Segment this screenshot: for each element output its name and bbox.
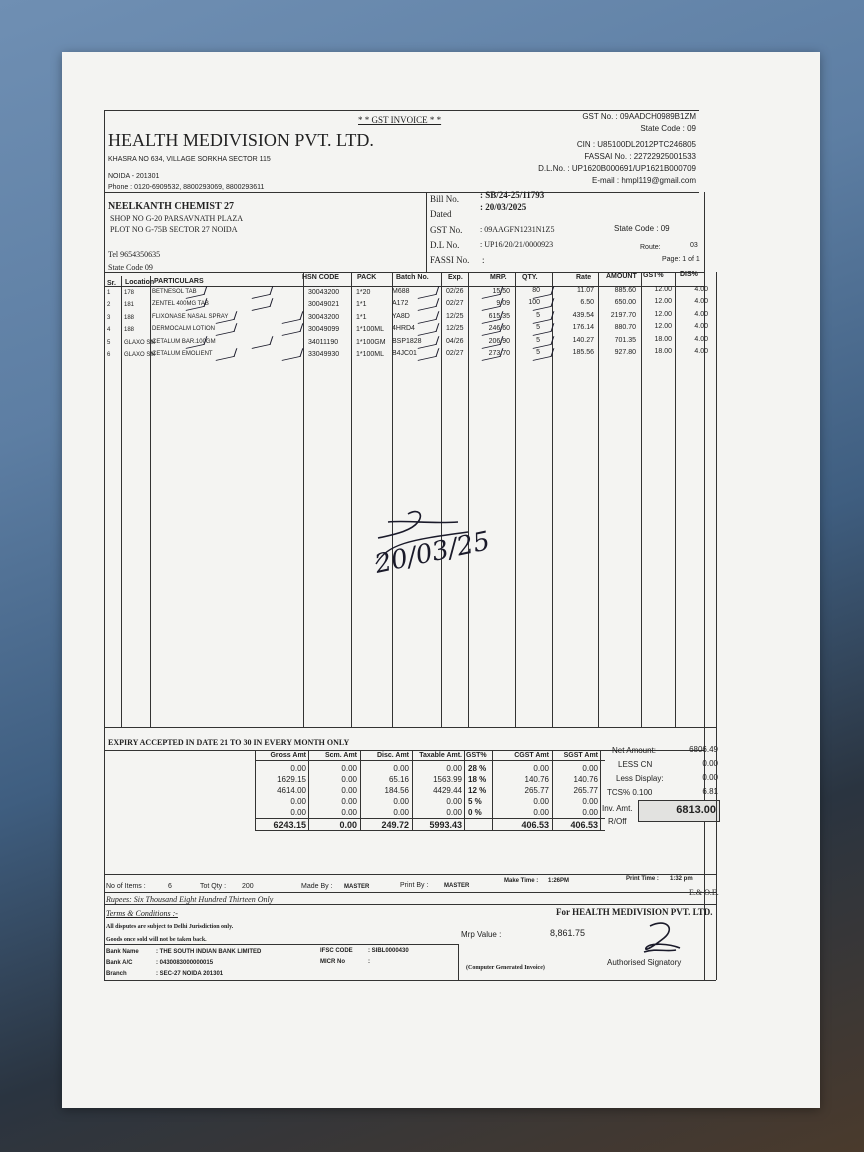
table-cell-mrp: 15.50 <box>492 287 510 295</box>
dl-label: D.L No. <box>430 240 460 250</box>
total-qty-label: Tot Qty : <box>200 883 227 890</box>
expiry-note: EXPIRY ACCEPTED IN DATE 21 TO 30 IN EVERY MONTH ONLY <box>108 738 350 747</box>
tick-mark-icon <box>216 348 238 361</box>
buyer-dl: : UP16/20/21/0000923 <box>480 240 554 249</box>
mrp-value: 8,861.75 <box>550 928 586 938</box>
table-cell-qty: 100 <box>528 299 540 307</box>
buyer-tel: Tel 9654350635 <box>108 250 161 259</box>
terms-line-2: Goods once sold will not be taken back. <box>106 937 207 943</box>
table-cell-particulars: FLIXONASE NASAL SPRAY <box>152 314 229 321</box>
table-cell-gst: 12.00 <box>654 311 672 319</box>
table-cell-gst: 12.00 <box>654 323 672 331</box>
tick-mark-icon <box>282 348 304 361</box>
table-cell-batch: A172 <box>392 300 409 308</box>
made-by-label: Made By : <box>301 883 333 890</box>
table-cell-amount: 927.80 <box>614 348 636 356</box>
tax-header-taxable: Taxable Amt. <box>419 752 462 759</box>
table-cell-location: 181 <box>124 301 135 308</box>
table-cell-exp: 12/25 <box>446 324 464 332</box>
bank-account: : 0430083000000015 <box>156 960 214 966</box>
buyer-name: NEELKANTH CHEMIST 27 <box>108 201 234 212</box>
table-cell-mrp: 206.90 <box>488 337 510 345</box>
route-value: 03 <box>690 242 698 249</box>
table-cell-exp: 04/26 <box>446 337 464 345</box>
col-sep <box>351 272 352 727</box>
buyer-address-2: PLOT NO G-75B SECTOR 27 NOIDA <box>110 225 238 234</box>
table-cell-sr: 3 <box>107 315 111 321</box>
table-bottom-line <box>104 727 716 728</box>
header-dis: DIS% <box>680 271 698 278</box>
print-time-label: Print Time : <box>626 876 659 882</box>
table-cell-sr: 5 <box>107 340 111 346</box>
table-cell-dis: 4.00 <box>694 322 708 330</box>
col-sep <box>515 272 516 727</box>
tax-cell-disc: 0.00 <box>393 797 409 806</box>
buyer-bill-divider <box>426 192 427 272</box>
tax-header-gross: Gross Amt <box>270 752 306 759</box>
terms-title: Terms & Conditions :- <box>106 909 178 918</box>
tax-cell-disc: 65.16 <box>388 775 409 784</box>
table-cell-exp: 02/26 <box>446 287 464 295</box>
invoice-paper <box>62 52 820 1108</box>
mrp-value-label: Mrp Value : <box>461 930 502 939</box>
frame-left <box>104 110 105 980</box>
tax-cell-disc: 0.00 <box>393 808 409 817</box>
tax-cell-scm: 0.00 <box>341 808 357 817</box>
col-sep <box>468 272 469 727</box>
tax-cell-sgst: 140.76 <box>573 775 598 784</box>
table-cell-rate: 140.27 <box>572 336 594 344</box>
bank-line <box>104 944 458 945</box>
tax-cell-sgst: 265.77 <box>573 786 598 795</box>
tax-header-scm: Scm. Amt <box>324 752 357 759</box>
ifsc-code: : SIBL0000430 <box>368 948 409 954</box>
tax-cell-scm: 0.00 <box>341 764 357 773</box>
table-cell-location: 178 <box>124 289 135 296</box>
tax-col-sep <box>600 750 601 830</box>
table-cell-qty: 5 <box>536 349 540 357</box>
handwritten-date: 20/03/25 <box>372 526 493 580</box>
table-cell-gst: 18.00 <box>654 348 672 356</box>
tax-total-cgst: 406.53 <box>521 820 549 830</box>
tcs-amount: 6.81 <box>702 787 718 796</box>
tax-cell-taxable: 0.00 <box>446 808 462 817</box>
tick-mark-icon <box>282 323 304 336</box>
invoice-type-label: * * GST INVOICE * * <box>358 115 442 125</box>
ifsc-label: IFSC CODE <box>320 948 353 954</box>
frame-bottom <box>104 980 716 981</box>
col-sep <box>303 272 304 727</box>
table-cell-location: 188 <box>124 326 135 333</box>
table-cell-pack: 1*100ML <box>356 325 385 333</box>
tax-cell-sgst: 0.00 <box>582 764 598 773</box>
tax-cell-cgst: 0.00 <box>533 764 549 773</box>
tax-header-disc: Disc. Amt <box>376 752 409 759</box>
tax-total-scm: 0.00 <box>339 820 357 830</box>
less-cn-label: LESS CN <box>618 760 653 769</box>
less-display: 0.00 <box>702 773 718 782</box>
table-cell-location: GLAXO SM <box>124 339 156 346</box>
tax-total-gross: 6243.15 <box>273 820 306 830</box>
table-cell-dis: 4.00 <box>694 335 708 343</box>
company-address-2: NOIDA - 201301 <box>108 173 160 180</box>
roff-label: R/Off <box>608 817 627 826</box>
tax-cell-gross: 0.00 <box>290 808 306 817</box>
header-qty: QTY. <box>522 274 538 281</box>
header-hsn: HSN CODE <box>302 274 339 281</box>
bank-name: : THE SOUTH INDIAN BANK LIMITED <box>156 949 262 955</box>
tax-cell-disc: 0.00 <box>393 764 409 773</box>
tax-cell-gst: 0 % <box>468 808 482 817</box>
tax-cell-scm: 0.00 <box>341 775 357 784</box>
micr-label: MICR No <box>320 959 345 965</box>
table-cell-gst: 12.00 <box>654 298 672 306</box>
table-cell-batch: BSP1828 <box>392 338 422 346</box>
make-time: 1:26PM <box>548 878 570 884</box>
amount-in-words: Rupees: Six Thousand Eight Hundred Thirteen Only <box>106 895 274 904</box>
company-cin: CIN : U85100DL2012PTC246805 <box>576 140 696 149</box>
table-cell-mrp: 9.09 <box>496 299 510 307</box>
col-sep <box>716 272 717 727</box>
tax-cell-gross: 1629.15 <box>277 775 306 784</box>
header-batch: Batch No. <box>396 274 429 281</box>
tax-cell-cgst: 0.00 <box>533 808 549 817</box>
table-cell-qty: 5 <box>536 337 540 345</box>
company-dl: D.L.No. : UP1620B000691/UP1621B000709 <box>538 164 696 173</box>
bank-sep <box>458 944 459 980</box>
bank-account-label: Bank A/C <box>106 960 133 966</box>
table-cell-rate: 11.07 <box>577 286 594 294</box>
tax-header-gst: GST% <box>466 752 487 759</box>
tax-cell-sgst: 0.00 <box>582 797 598 806</box>
footer-line <box>104 904 716 905</box>
table-cell-pack: 1*1 <box>356 313 367 321</box>
for-company: For HEALTH MEDIVISION PVT. LTD. <box>556 907 713 917</box>
net-amount-label: Net Amount: <box>612 746 657 755</box>
tax-cell-taxable: 4429.44 <box>433 786 462 795</box>
buyer-gst: : 09AAGFN1231N1Z5 <box>480 225 555 234</box>
tick-mark-icon <box>252 298 274 311</box>
table-cell-sr: 2 <box>107 302 111 308</box>
tcs-label: TCS% 0.100 <box>607 788 653 797</box>
tax-cell-gross: 0.00 <box>290 764 306 773</box>
table-cell-sr: 4 <box>107 327 111 333</box>
table-cell-qty: 5 <box>536 324 540 332</box>
table-cell-hsn: 34011190 <box>308 338 339 346</box>
buyer-address-1: SHOP NO G-20 PARSAVNATH PLAZA <box>110 214 244 223</box>
inv-amount-label: Inv. Amt. <box>602 804 633 813</box>
less-display-label: Less Display: <box>616 774 664 783</box>
tick-mark-icon <box>216 311 238 324</box>
tax-bottom-line <box>255 830 605 831</box>
tax-cell-taxable: 0.00 <box>446 764 462 773</box>
tax-cell-gross: 0.00 <box>290 797 306 806</box>
items-count-label: No of Items : <box>106 883 146 890</box>
tax-cell-scm: 0.00 <box>341 786 357 795</box>
header-divider <box>104 192 699 193</box>
tick-mark-icon <box>186 286 208 299</box>
col-sep <box>441 272 442 727</box>
tax-cell-gst: 18 % <box>468 775 487 784</box>
authorised-signatory: Authorised Signatory <box>607 958 682 967</box>
table-cell-dis: 4.00 <box>694 285 708 293</box>
frame-top <box>104 110 699 111</box>
company-state-code: State Code : 09 <box>640 124 696 133</box>
table-cell-mrp: 273.70 <box>488 349 510 357</box>
buyer-gst-state-code: State Code : 09 <box>614 224 670 233</box>
table-cell-batch: M688 <box>392 288 410 296</box>
make-time-label: Make Time : <box>504 878 539 884</box>
dated-label: Dated <box>430 209 452 219</box>
header-sr: Sr. <box>107 280 116 287</box>
tax-col-sep <box>464 750 465 830</box>
table-cell-hsn: 30043200 <box>308 288 340 296</box>
tax-cell-scm: 0.00 <box>341 797 357 806</box>
tax-header-sgst: SGST Amt <box>563 752 598 759</box>
table-cell-particulars: ZENTEL 400MG TAB <box>152 301 209 308</box>
table-cell-amount: 2197.70 <box>610 311 636 319</box>
tax-cell-gst: 12 % <box>468 786 487 795</box>
bill-no-label: Bill No. <box>430 194 460 204</box>
company-phone: Phone : 0120-6909532, 8800293069, 8800293611 <box>108 184 265 191</box>
header-mrp: MRP. <box>490 274 507 281</box>
header-location: Location <box>125 279 155 286</box>
buyer-gst-label: GST No. <box>430 225 463 235</box>
table-cell-rate: 439.54 <box>572 311 594 319</box>
table-cell-exp: 02/27 <box>446 299 464 307</box>
table-cell-dis: 4.00 <box>694 297 708 305</box>
table-cell-pack: 1*100ML <box>356 350 385 358</box>
terms-line-1: All disputes are subject to Delhi Jurisdiction only. <box>106 924 234 930</box>
table-cell-pack: 1*20 <box>356 288 371 296</box>
table-cell-exp: 12/25 <box>446 312 464 320</box>
table-cell-mrp: 615.35 <box>488 312 510 320</box>
less-cn: 0.00 <box>702 759 718 768</box>
tick-mark-icon <box>252 336 274 349</box>
tax-cell-taxable: 1563.99 <box>433 775 462 784</box>
tick-mark-icon <box>216 323 238 336</box>
table-cell-rate: 176.14 <box>572 323 594 331</box>
footer-top-line <box>104 874 716 875</box>
table-cell-qty: 80 <box>532 287 540 295</box>
table-cell-particulars: DERMOCALM LOTION <box>152 326 216 333</box>
bill-date: : 20/03/2025 <box>480 202 527 212</box>
table-cell-hsn: 30043200 <box>308 313 340 321</box>
fassi-value: : <box>482 255 485 265</box>
table-cell-pack: 1*100GM <box>356 338 386 346</box>
bill-no: : SB/24-25/11793 <box>480 190 545 200</box>
tick-mark-icon <box>186 298 208 311</box>
tax-header-cgst: CGST Amt <box>514 752 549 759</box>
company-email: E-mail : hmpl119@gmail.com <box>591 176 696 185</box>
table-cell-amount: 701.35 <box>614 336 636 344</box>
tax-cell-sgst: 0.00 <box>582 808 598 817</box>
table-cell-gst: 12.00 <box>654 286 672 294</box>
route-label: Route: <box>640 244 661 251</box>
table-cell-amount: 880.70 <box>614 323 636 331</box>
header-particulars: PARTICULARS <box>154 278 204 285</box>
net-amount: 6806.49 <box>689 745 718 754</box>
table-cell-hsn: 33049930 <box>308 350 340 358</box>
print-time: 1:32 pm <box>670 876 693 882</box>
company-name: HEALTH MEDIVISION PVT. LTD. <box>108 130 374 150</box>
tax-total-taxable: 5993.43 <box>429 820 462 830</box>
frame-right-lower <box>716 727 717 980</box>
bank-name-label: Bank Name <box>106 949 139 955</box>
table-cell-hsn: 30049099 <box>308 325 340 333</box>
table-cell-qty: 5 <box>536 312 540 320</box>
items-count: 6 <box>168 883 172 890</box>
table-cell-batch: YA8D <box>392 313 410 321</box>
table-cell-rate: 6.50 <box>580 298 594 306</box>
tax-cell-cgst: 265.77 <box>524 786 549 795</box>
micr-no: : <box>368 959 370 965</box>
table-cell-particulars: CETALUM EMOLIENT <box>152 351 213 358</box>
tax-cell-taxable: 0.00 <box>446 797 462 806</box>
table-cell-batch: 4HRD4 <box>392 325 415 333</box>
tick-mark-icon <box>186 336 208 349</box>
signature <box>636 918 686 958</box>
print-by: MASTER <box>444 883 470 889</box>
table-cell-amount: 885.60 <box>614 286 636 294</box>
buyer-state-code: State Code 09 <box>108 263 153 272</box>
tax-total-sgst: 406.53 <box>570 820 598 830</box>
tick-mark-icon <box>252 286 274 299</box>
table-cell-hsn: 30049021 <box>308 300 340 308</box>
table-cell-dis: 4.00 <box>694 347 708 355</box>
made-by: MASTER <box>344 884 370 890</box>
tick-mark-icon <box>282 311 304 324</box>
header-gst: GST% <box>643 272 664 279</box>
tax-cell-cgst: 0.00 <box>533 797 549 806</box>
table-cell-rate: 185.56 <box>572 348 594 356</box>
table-cell-exp: 02/27 <box>446 349 464 357</box>
table-cell-location: GLAXO SM <box>124 351 156 358</box>
table-cell-pack: 1*1 <box>356 300 367 308</box>
header-amount: AMOUNT <box>606 273 637 280</box>
fassi-label: FASSI No. <box>430 255 470 265</box>
company-address-1: KHASRA NO 634, VILLAGE SORKHA SECTOR 115 <box>108 156 271 163</box>
tax-cell-disc: 184.56 <box>384 786 409 795</box>
header-exp: Exp. <box>448 274 463 281</box>
tax-cell-cgst: 140.76 <box>524 775 549 784</box>
col-sep <box>121 276 122 727</box>
branch: : SEC-27 NOIDA 201301 <box>156 971 224 977</box>
table-cell-particulars: CETALUM BAR.100GM <box>152 339 216 346</box>
inv-amount: 6813.00 <box>676 804 716 816</box>
page-number: Page: 1 of 1 <box>662 256 700 263</box>
tax-cell-gst: 5 % <box>468 797 482 806</box>
table-cell-batch: B4JC01 <box>392 350 417 358</box>
total-qty: 200 <box>242 883 254 890</box>
tax-total-disc: 249.72 <box>381 820 409 830</box>
company-fassai: FASSAI No. : 22722925001533 <box>584 152 696 161</box>
computer-generated-note: (Computer Generated Invoice) <box>466 965 545 971</box>
eoe-note: E.& O.E. <box>689 888 719 897</box>
table-cell-sr: 6 <box>107 352 111 358</box>
footer-line <box>104 892 716 893</box>
table-cell-amount: 650.00 <box>614 298 636 306</box>
table-cell-mrp: 246.60 <box>488 324 510 332</box>
table-cell-particulars: BETNESOL TAB <box>152 289 197 296</box>
header-rate: Rate <box>576 274 592 281</box>
print-by-label: Print By : <box>400 882 429 889</box>
table-cell-gst: 18.00 <box>654 336 672 344</box>
company-gst: GST No. : 09AADCH0989B1ZM <box>582 112 696 121</box>
tax-cell-gross: 4614.00 <box>277 786 306 795</box>
branch-label: Branch <box>106 971 127 977</box>
tax-cell-gst: 28 % <box>468 764 487 773</box>
table-cell-sr: 1 <box>107 290 111 296</box>
table-cell-location: 188 <box>124 314 135 321</box>
table-cell-dis: 4.00 <box>694 310 708 318</box>
header-pack: PACK <box>357 274 377 281</box>
